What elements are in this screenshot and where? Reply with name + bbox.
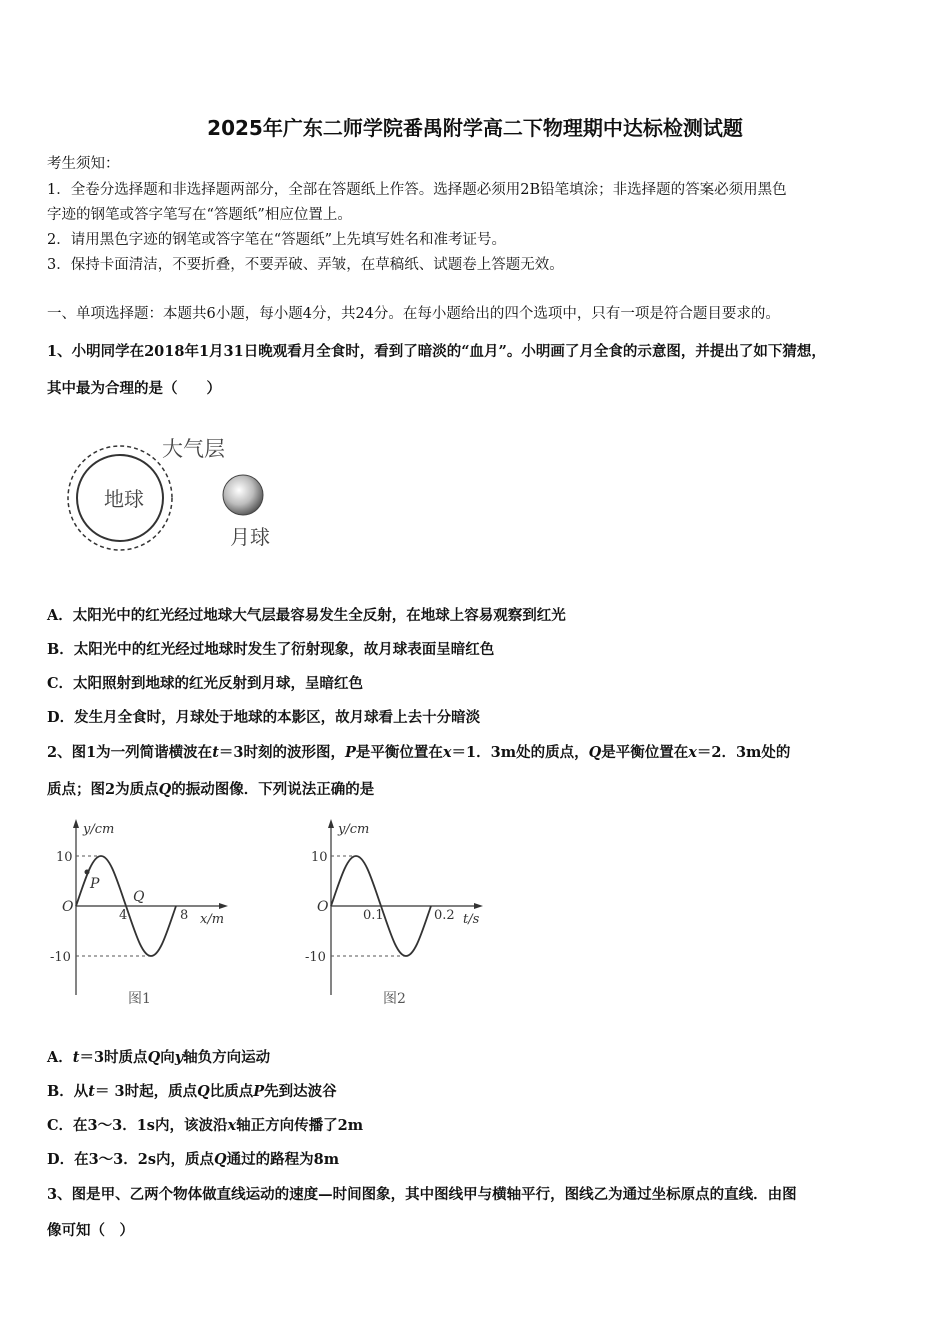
x-tick-0.2: 0.2 <box>434 908 455 923</box>
q1-option-c: C．太阳照射到地球的红光反射到月球，呈暗红色 <box>47 675 364 692</box>
var-t: t <box>88 1083 95 1100</box>
var-x: x <box>227 1117 237 1134</box>
figure-2-caption: 图2 <box>383 991 406 1007</box>
x-axis-label: t/s <box>463 912 480 927</box>
q2-option-c <box>47 1114 363 1135</box>
x-axis-arrow <box>474 903 483 909</box>
x-tick-0.1: 0.1 <box>363 908 384 923</box>
option-text: D．在3～3．2s内，质点 <box>47 1151 215 1168</box>
var-q: Q <box>197 1083 210 1100</box>
option-text: C．在3～3．1s内，该波沿 <box>47 1117 228 1134</box>
notice-item-1-line-1: 1．全卷分选择题和非选择题两部分，全部在答题纸上作答。选择题必须用2B铅笔填涂；非选择题的答案必须用黑色 <box>47 182 787 198</box>
q2-option-d <box>47 1148 339 1169</box>
section-1-heading: 一、单项选择题：本题共6小题，每小题4分，共24分。在每小题给出的四个选项中，只有一项是符合题目要求的。 <box>47 306 780 322</box>
q2-stem-text: 质点；图2为质点 <box>47 781 159 798</box>
moon-label: 月球 <box>230 525 270 549</box>
q1-stem-line-2: 其中最为合理的是（ ） <box>47 380 221 397</box>
var-t: t <box>72 1049 80 1066</box>
q2-stem-text: ＝2．3m处的 <box>696 744 791 761</box>
q2-stem-text: 的振动图像．下列说法正确的是 <box>171 781 375 798</box>
y-tick-bottom: -10 <box>305 950 326 965</box>
notice-item-3: 3．保持卡面清洁，不要折叠，不要弄破、弄皱，在草稿纸、试题卷上答题无效。 <box>47 257 564 273</box>
y-tick-bottom: -10 <box>50 950 71 965</box>
var-t: t <box>212 744 219 761</box>
var-p: P <box>253 1083 265 1100</box>
var-y: y <box>174 1049 184 1066</box>
q3-stem-line-2: 像可知（ ） <box>47 1222 134 1239</box>
option-text: 轴正方向传播了2m <box>236 1117 364 1134</box>
q1-stem-line-1: 1、小明同学在2018年1月31日晚观看月全食时，看到了暗淡的“血月”。小明画了月全食的示意图，并提出了如下猜想， <box>47 343 826 360</box>
x-axis-arrow <box>219 903 228 909</box>
point-p <box>85 870 90 875</box>
q1-option-b: B．太阳光中的红光经过地球时发生了衍射现象，故月球表面呈暗红色 <box>47 641 495 658</box>
q2-figure-2-vibration-graph <box>300 815 500 1015</box>
y-axis-arrow <box>328 819 334 828</box>
x-tick-8: 8 <box>180 908 189 923</box>
point-q-label: Q <box>133 889 145 905</box>
origin-label: O <box>62 899 74 915</box>
q3-stem-line-1: 3、图是甲、乙两个物体做直线运动的速度—时间图象，其中图线甲与横轴平行，图线乙为通过坐标原点的直线．由图 <box>47 1186 797 1203</box>
var-p: P <box>344 744 356 761</box>
q2-stem-line-2 <box>47 778 374 799</box>
q2-option-b <box>47 1080 337 1101</box>
q1-option-a: A．太阳光中的红光经过地球大气层最容易发生全反射，在地球上容易观察到红光 <box>47 607 566 624</box>
notice-heading: 考生须知： <box>47 156 120 172</box>
var-q: Q <box>588 744 602 761</box>
y-tick-top: 10 <box>56 850 73 865</box>
var-q: Q <box>147 1049 161 1066</box>
y-tick-top: 10 <box>311 850 328 865</box>
var-x: x <box>688 744 697 761</box>
q2-stem-line-1 <box>47 741 790 762</box>
q1-option-d: D．发生月全食时，月球处于地球的本影区，故月球看上去十分暗淡 <box>47 709 481 726</box>
notice-item-2: 2．请用黑色字迹的钢笔或答字笔在“答题纸”上先填写姓名和准考证号。 <box>47 232 507 248</box>
notice-item-1-line-2: 字迹的钢笔或答字笔写在“答题纸”相应位置上。 <box>47 207 352 223</box>
option-text: ＝ 3时起，质点 <box>94 1083 198 1100</box>
origin-label: O <box>317 899 329 915</box>
x-tick-4: 4 <box>119 908 128 923</box>
q2-stem-text: 是平衡位置在 <box>601 744 689 761</box>
x-axis-label: x/m <box>200 912 225 927</box>
y-axis-arrow <box>73 819 79 828</box>
option-text: 向 <box>160 1049 175 1066</box>
option-text: 先到达波谷 <box>264 1083 337 1100</box>
option-text: 比质点 <box>209 1083 254 1100</box>
option-text: A． <box>47 1049 73 1066</box>
q2-stem-text: ＝1．3m处的质点， <box>451 744 589 761</box>
var-q: Q <box>214 1151 227 1168</box>
q2-stem-text: 2、图1为一列简谐横波在 <box>47 744 213 761</box>
earth-label: 地球 <box>104 487 144 511</box>
q2-option-a <box>47 1046 270 1067</box>
figure-1-caption: 图1 <box>128 991 151 1007</box>
option-text: ＝3时质点 <box>79 1049 148 1066</box>
q2-stem-text: ＝3时刻的波形图， <box>218 744 345 761</box>
y-axis-label: y/cm <box>338 822 370 837</box>
option-text: 通过的路程为8m <box>226 1151 340 1168</box>
var-q: Q <box>158 781 172 798</box>
q2-stem-text: 是平衡位置在 <box>355 744 443 761</box>
atmosphere-label: 大气层 <box>162 437 225 461</box>
y-axis-label: y/cm <box>83 822 115 837</box>
q1-lunar-eclipse-figure <box>60 428 290 558</box>
option-text: 轴负方向运动 <box>183 1049 271 1066</box>
q2-figure-1-wave-graph <box>45 815 245 1015</box>
point-p-label: P <box>90 876 100 892</box>
option-text: B．从 <box>47 1083 89 1100</box>
var-x: x <box>442 744 452 761</box>
exam-title: 2025年广东二师学院番禺附学高二下物理期中达标检测试题 <box>207 116 743 140</box>
moon-circle <box>223 475 263 515</box>
